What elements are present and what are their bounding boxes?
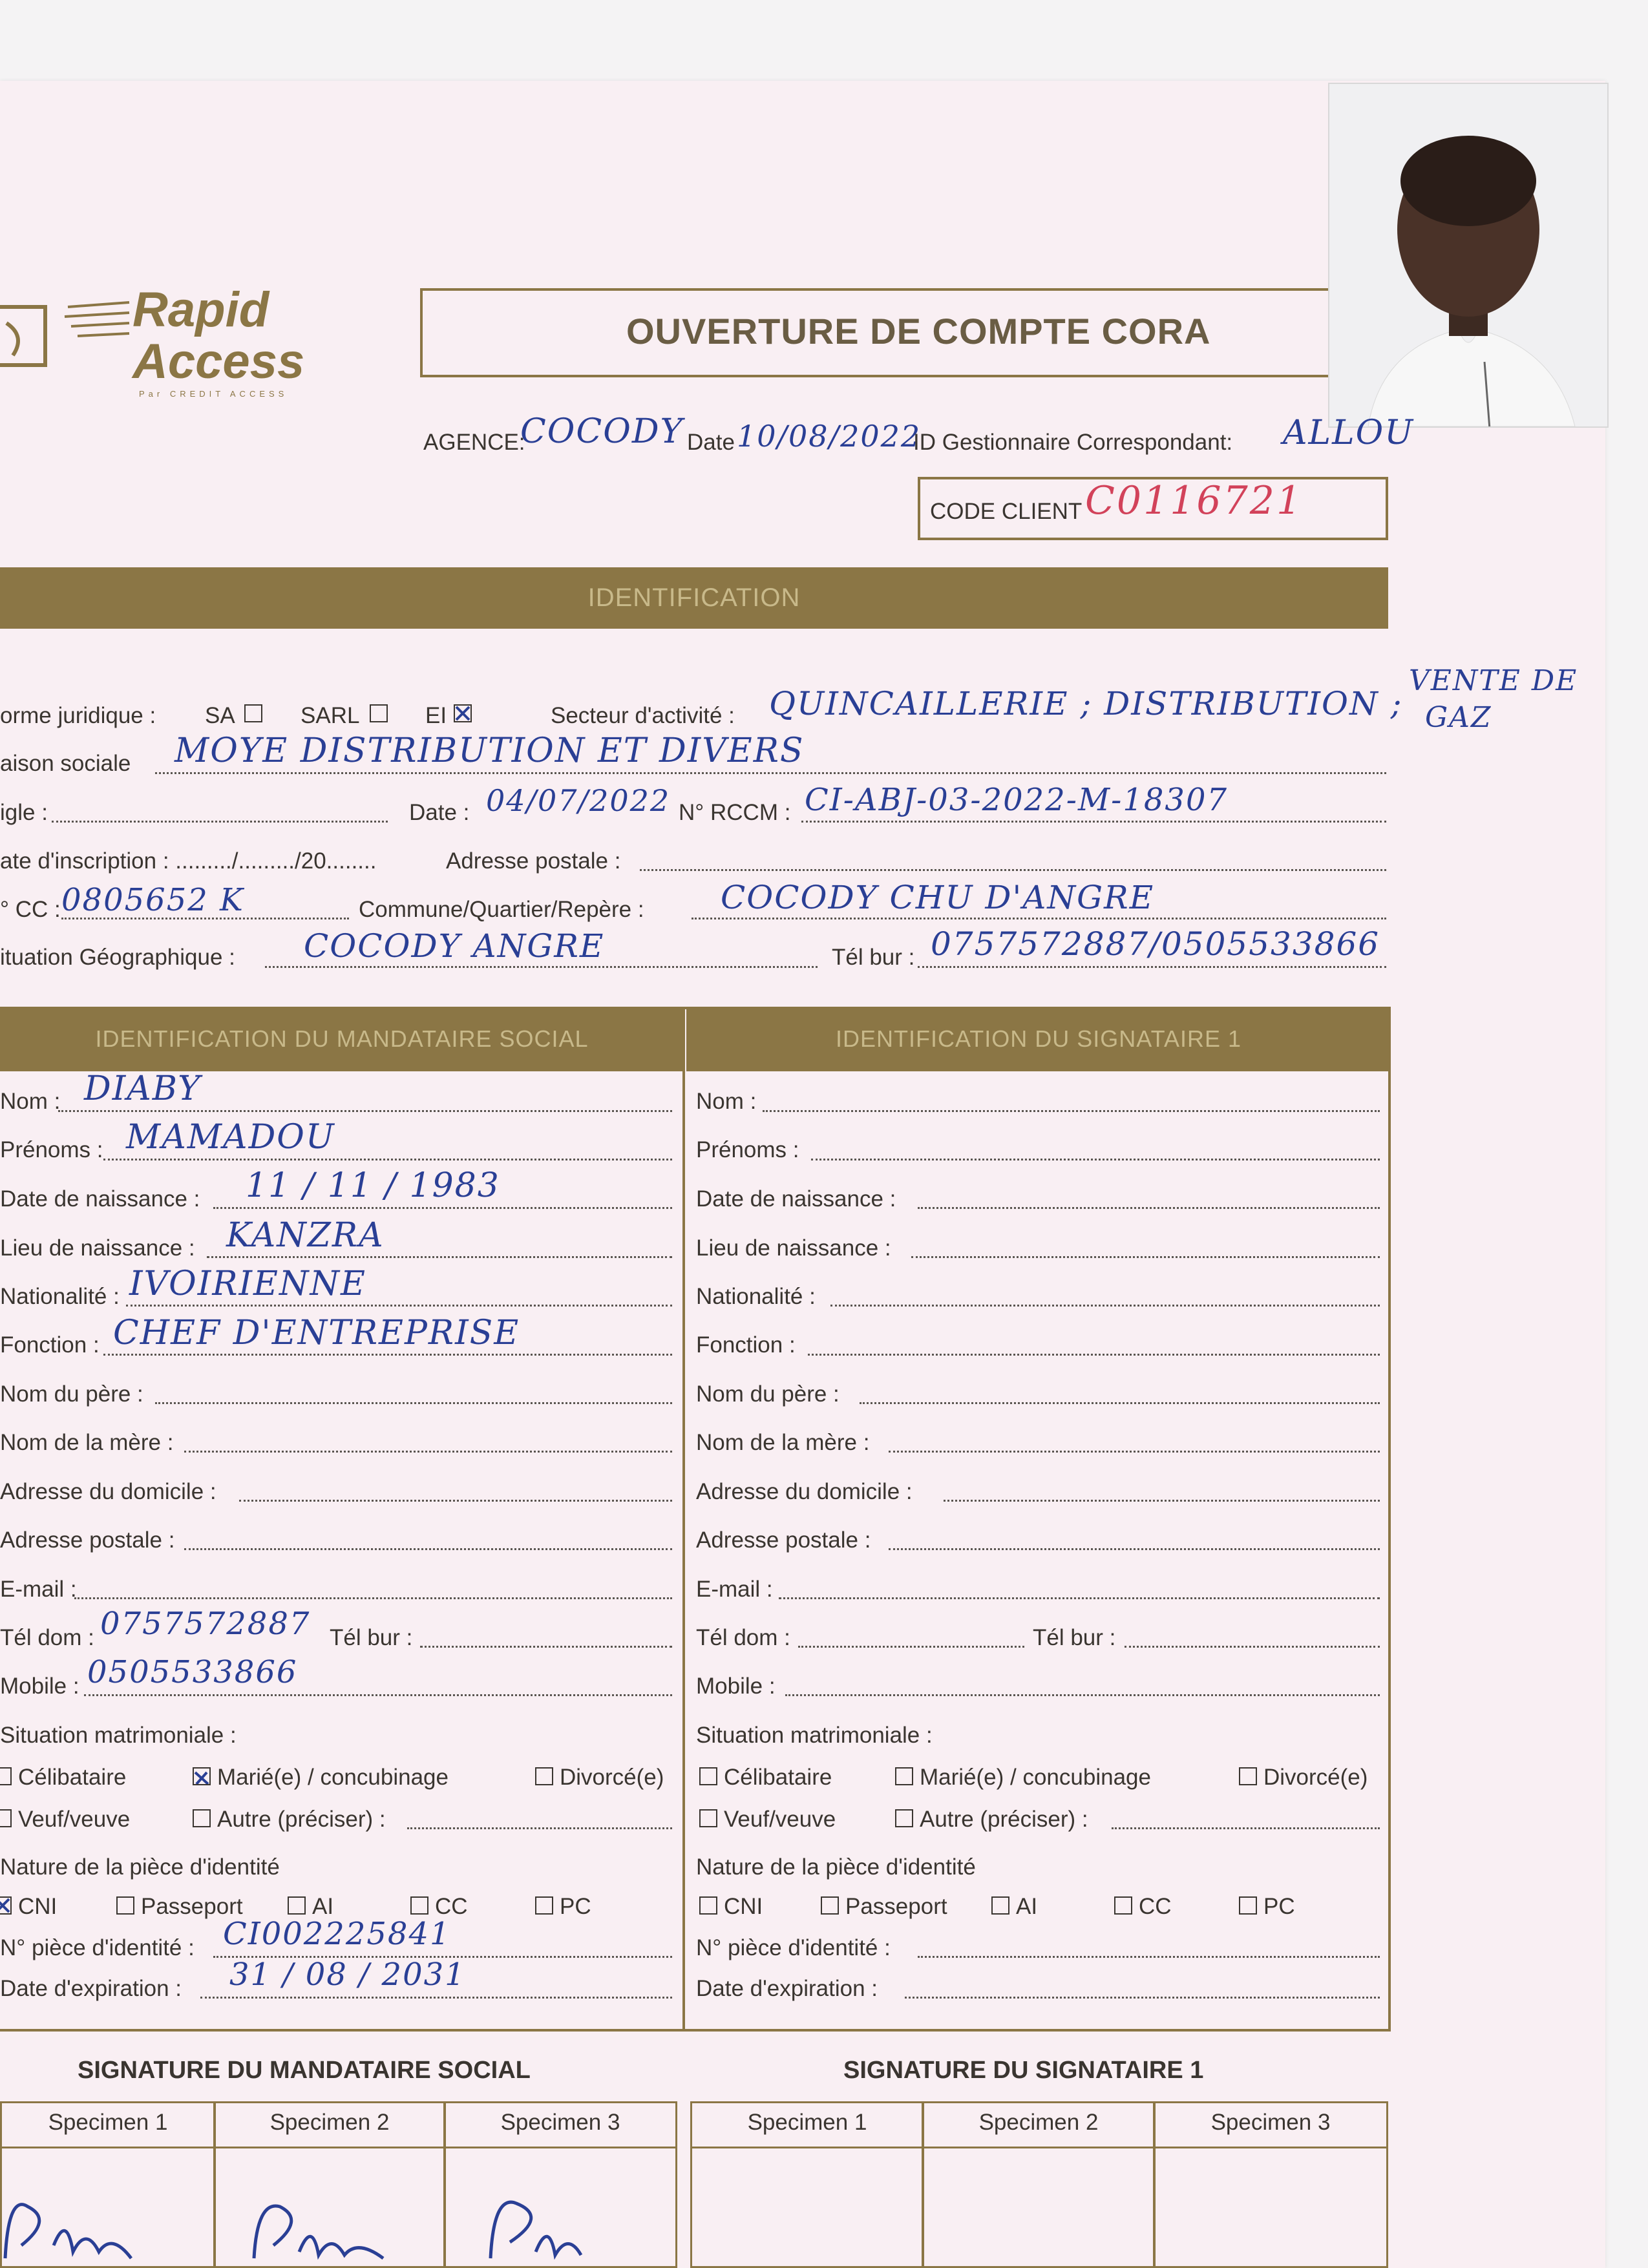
- s-marie-checkbox[interactable]: [895, 1767, 913, 1785]
- s-autre-checkbox[interactable]: [895, 1809, 913, 1827]
- s-lieu-label: Lieu de naissance :: [696, 1235, 891, 1261]
- form-title-box: [420, 288, 1328, 377]
- situation-geo-label: ituation Géographique :: [0, 945, 235, 970]
- id-photo: [1328, 83, 1609, 428]
- m-pc-checkbox[interactable]: [535, 1896, 553, 1915]
- table-divider: [682, 1007, 685, 2032]
- m-fonction-dots: [103, 1354, 672, 1356]
- m-postale-dots: [184, 1548, 672, 1550]
- s-postale-dots: [889, 1548, 1380, 1550]
- s-autre-label: Autre (préciser) :: [920, 1807, 1088, 1832]
- s-mere-label: Nom de la mère :: [696, 1430, 870, 1455]
- specimen-header-line-right: [690, 2147, 1388, 2148]
- secteur-label: Secteur d'activité :: [551, 703, 735, 728]
- signature-scribble-icon: [241, 2168, 435, 2265]
- situation-dots: [265, 966, 818, 968]
- s-nature-label: Nature de la pièce d'identité: [696, 1854, 976, 1880]
- code-client-label: CODE CLIENT: [930, 499, 1083, 524]
- m-lieu-label: Lieu de naissance :: [0, 1235, 195, 1261]
- s-tel-dom-label: Tél dom :: [696, 1625, 790, 1650]
- commune-label: Commune/Quartier/Repère :: [359, 897, 644, 922]
- tel-bur-label: Tél bur :: [832, 945, 915, 970]
- m-mobile-dots: [84, 1694, 672, 1696]
- commune-value: COCODY CHU D'ANGRE: [721, 879, 1155, 916]
- signature-scribble-icon: [478, 2168, 671, 2265]
- date-value: 10/08/2022: [737, 419, 922, 454]
- m-specimen-2[interactable]: [213, 2101, 446, 2268]
- m-passeport-checkbox[interactable]: [116, 1896, 134, 1915]
- rccm-dots: [801, 821, 1386, 823]
- s-divorce-checkbox[interactable]: [1239, 1767, 1257, 1785]
- code-client-value: C0116721: [1085, 478, 1304, 523]
- s-autre-dots: [1112, 1827, 1380, 1829]
- m-situation-label: Situation matrimoniale :: [0, 1723, 237, 1748]
- m-cni-checkbox[interactable]: [0, 1896, 12, 1915]
- m-passeport-label: Passeport: [141, 1894, 243, 1919]
- agence-value: COCODY: [520, 412, 684, 451]
- s-specimen-3[interactable]: [1153, 2101, 1388, 2268]
- s-nationalite-dots: [830, 1305, 1380, 1307]
- s-nationalite-label: Nationalité :: [696, 1284, 816, 1309]
- s-specimen-2[interactable]: [922, 2101, 1156, 2268]
- forme-sarl-label: SARL: [301, 703, 360, 728]
- s-cc-checkbox[interactable]: [1114, 1896, 1132, 1915]
- forme-juridique-label: orme juridique :: [0, 703, 156, 728]
- specimen-1-label: Specimen 1: [747, 2110, 867, 2135]
- m-pc-label: PC: [560, 1894, 591, 1919]
- m-marie-checkbox[interactable]: [193, 1767, 211, 1785]
- mandataire-band: IDENTIFICATION DU MANDATAIRE SOCIAL: [0, 1007, 684, 1071]
- m-mobile-value: 0505533866: [87, 1654, 298, 1690]
- m-pere-label: Nom du père :: [0, 1381, 143, 1407]
- m-specimen-1[interactable]: [0, 2101, 216, 2268]
- inscription-label: ate d'inscription : ........./........./20........: [0, 848, 377, 874]
- m-veuf-checkbox[interactable]: [0, 1809, 12, 1827]
- ei-checkbox[interactable]: [454, 704, 472, 722]
- m-ai-checkbox[interactable]: [288, 1896, 306, 1915]
- signature-scribble-icon: [2, 2168, 183, 2265]
- s-cc-label: CC: [1139, 1894, 1172, 1919]
- s-domicile-label: Adresse du domicile :: [696, 1479, 913, 1504]
- check-mark-icon: [194, 1769, 209, 1784]
- sarl-checkbox[interactable]: [370, 704, 388, 722]
- m-mere-label: Nom de la mère :: [0, 1430, 174, 1455]
- adresse-postale-dots: [640, 869, 1386, 871]
- m-lieu-value: KANZRA: [226, 1216, 385, 1255]
- cc-dots: [61, 918, 349, 919]
- raison-dots: [155, 772, 1386, 774]
- m-nature-label: Nature de la pièce d'identité: [0, 1854, 280, 1880]
- m-expiration-dots: [200, 1997, 672, 1999]
- m-celibataire-checkbox[interactable]: [0, 1767, 12, 1785]
- gestionnaire-value: ALLOU: [1283, 414, 1415, 452]
- m-email-dots: [74, 1597, 672, 1599]
- m-piece-value: CI002225841: [223, 1916, 451, 1952]
- s-pc-label: PC: [1263, 1894, 1295, 1919]
- s-prenoms-dots: [811, 1159, 1380, 1160]
- situation-geo-value: COCODY ANGRE: [304, 927, 605, 965]
- date-label: Date: [687, 430, 735, 455]
- m-prenoms-dots: [103, 1159, 672, 1160]
- check-mark-icon: [0, 1898, 10, 1913]
- s-pere-dots: [860, 1402, 1380, 1404]
- s-lieu-dots: [911, 1256, 1380, 1258]
- person-photo-icon: [1329, 84, 1607, 426]
- s-veuf-label: Veuf/veuve: [724, 1807, 836, 1832]
- signataire-signature-title: SIGNATURE DU SIGNATAIRE 1: [843, 2057, 1204, 2084]
- specimen-3-label: Specimen 3: [1210, 2110, 1331, 2135]
- s-ai-checkbox[interactable]: [991, 1896, 1009, 1915]
- m-nom-label: Nom :: [0, 1089, 61, 1114]
- forme-sa-label: SA: [205, 703, 235, 728]
- m-email-label: E-mail :: [0, 1577, 77, 1602]
- s-piece-dots: [918, 1956, 1380, 1958]
- m-specimen-3[interactable]: [443, 2101, 677, 2268]
- s-fonction-label: Fonction :: [696, 1332, 796, 1358]
- s-postale-label: Adresse postale :: [696, 1528, 871, 1553]
- specimen-2-label: Specimen 2: [269, 2110, 390, 2135]
- s-prenoms-label: Prénoms :: [696, 1137, 799, 1162]
- secteur-value: QUINCAILLERIE ; DISTRIBUTION ;: [769, 685, 1403, 722]
- m-nom-value: DIABY: [84, 1069, 202, 1108]
- m-ai-label: AI: [312, 1894, 334, 1919]
- specimen-2-label: Specimen 2: [978, 2110, 1099, 2135]
- s-ai-label: AI: [1016, 1894, 1038, 1919]
- s-piece-label: N° pièce d'identité :: [696, 1935, 891, 1960]
- raison-sociale-value: MOYE DISTRIBUTION ET DIVERS: [174, 731, 805, 770]
- m-marie-label: Marié(e) / concubinage: [217, 1765, 449, 1790]
- sigle-label: igle :: [0, 800, 48, 825]
- s-pere-label: Nom du père :: [696, 1381, 840, 1407]
- m-domicile-dots: [239, 1500, 672, 1502]
- m-cc-checkbox[interactable]: [410, 1896, 428, 1915]
- s-tel-bur-label: Tél bur :: [1033, 1625, 1116, 1650]
- cc-label: ° CC :: [0, 897, 61, 922]
- check-mark-icon: [455, 706, 470, 721]
- tel-bur-dots: [918, 966, 1386, 968]
- specimen-header-line-left: [0, 2147, 677, 2148]
- m-tel-bur-label: Tél bur :: [330, 1625, 413, 1650]
- s-veuf-checkbox[interactable]: [699, 1809, 717, 1827]
- m-postale-label: Adresse postale :: [0, 1528, 175, 1553]
- specimen-3-label: Specimen 3: [500, 2110, 620, 2135]
- m-divorce-checkbox[interactable]: [535, 1767, 553, 1785]
- m-fonction-value: CHEF D'ENTREPRISE: [113, 1314, 520, 1352]
- s-pc-checkbox[interactable]: [1239, 1896, 1257, 1915]
- s-email-label: E-mail :: [696, 1577, 773, 1602]
- s-specimen-1[interactable]: [690, 2101, 924, 2268]
- secteur-value-3: GAZ: [1425, 701, 1492, 734]
- m-lieu-dots: [207, 1256, 672, 1258]
- m-nationalite-label: Nationalité :: [0, 1284, 120, 1309]
- s-email-dots: [779, 1597, 1380, 1599]
- code-client-box: [918, 477, 1388, 540]
- s-mobile-label: Mobile :: [696, 1674, 776, 1699]
- specimen-1-label: Specimen 1: [48, 2110, 168, 2135]
- m-naissance-value: 11 / 11 / 1983: [246, 1166, 500, 1205]
- s-situation-label: Situation matrimoniale :: [696, 1723, 933, 1748]
- s-naissance-dots: [918, 1207, 1380, 1209]
- cc-value: 0805652 K: [61, 882, 244, 918]
- m-veuf-label: Veuf/veuve: [18, 1807, 131, 1832]
- m-nom-dots: [58, 1110, 672, 1112]
- m-fonction-label: Fonction :: [0, 1332, 100, 1358]
- m-divorce-label: Divorcé(e): [560, 1765, 664, 1790]
- form-title: OUVERTURE DE COMPTE CORA: [626, 311, 1211, 352]
- rccm-label: N° RCCM :: [679, 800, 791, 825]
- rccm-value: CI-ABJ-03-2022-M-18307: [805, 782, 1229, 818]
- m-expiration-label: Date d'expiration :: [0, 1976, 182, 2001]
- s-cni-label: CNI: [724, 1894, 763, 1919]
- m-domicile-label: Adresse du domicile :: [0, 1479, 217, 1504]
- s-celibataire-label: Célibataire: [724, 1765, 832, 1790]
- m-pere-dots: [155, 1402, 672, 1404]
- identification-band: IDENTIFICATION: [0, 567, 1388, 629]
- m-piece-label: N° pièce d'identité :: [0, 1935, 195, 1960]
- logo-text: Rapid Access: [132, 282, 305, 389]
- adresse-postale-label: Adresse postale :: [446, 848, 621, 874]
- secteur-value-2: VENTE DE: [1409, 664, 1578, 697]
- m-mere-dots: [184, 1451, 672, 1453]
- tel-bur-value: 0757572887/0505533866: [931, 925, 1380, 963]
- gestionnaire-label: ID Gestionnaire Correspondant:: [913, 430, 1233, 455]
- date-creation-value: 04/07/2022: [486, 783, 671, 818]
- sa-checkbox[interactable]: [244, 704, 262, 722]
- raison-sociale-label: aison sociale: [0, 751, 131, 776]
- m-mobile-label: Mobile :: [0, 1674, 79, 1699]
- m-expiration-value: 31 / 08 / 2031: [229, 1957, 466, 1993]
- s-domicile-dots: [944, 1500, 1380, 1502]
- s-naissance-label: Date de naissance :: [696, 1186, 896, 1212]
- m-tel-dom-label: Tél dom :: [0, 1625, 94, 1650]
- s-mobile-dots: [785, 1694, 1380, 1696]
- s-divorce-label: Divorcé(e): [1263, 1765, 1368, 1790]
- m-autre-dots: [407, 1827, 672, 1829]
- agence-label: AGENCE:: [423, 430, 525, 455]
- m-cni-label: CNI: [18, 1894, 58, 1919]
- m-tel-bur-dots: [420, 1646, 672, 1648]
- s-nom-label: Nom :: [696, 1089, 757, 1114]
- signataire-band: IDENTIFICATION DU SIGNATAIRE 1: [686, 1007, 1391, 1071]
- m-nationalite-value: IVOIRIENNE: [129, 1265, 366, 1303]
- m-nationalite-dots: [126, 1305, 672, 1307]
- mandataire-signature-title: SIGNATURE DU MANDATAIRE SOCIAL: [78, 2057, 531, 2084]
- s-expiration-label: Date d'expiration :: [696, 1976, 878, 2001]
- m-prenoms-value: MAMADOU: [126, 1118, 335, 1157]
- s-passeport-checkbox[interactable]: [821, 1896, 839, 1915]
- s-celibataire-checkbox[interactable]: [699, 1767, 717, 1785]
- m-autre-checkbox[interactable]: [193, 1809, 211, 1827]
- speed-lines-icon: [61, 297, 132, 349]
- m-cc-label: CC: [435, 1894, 468, 1919]
- logo: [0, 284, 349, 407]
- s-nom-dots: [763, 1110, 1380, 1112]
- forme-ei-label: EI: [425, 703, 447, 728]
- s-passeport-label: Passeport: [845, 1894, 947, 1919]
- s-mere-dots: [889, 1451, 1380, 1453]
- m-naissance-label: Date de naissance :: [0, 1186, 200, 1212]
- m-autre-label: Autre (préciser) :: [217, 1807, 386, 1832]
- m-celibataire-label: Célibataire: [18, 1765, 127, 1790]
- s-cni-checkbox[interactable]: [699, 1896, 717, 1915]
- s-marie-label: Marié(e) / concubinage: [920, 1765, 1151, 1790]
- m-naissance-dots: [213, 1207, 672, 1209]
- m-prenoms-label: Prénoms :: [0, 1137, 103, 1162]
- sigle-dots: [52, 821, 388, 823]
- s-tel-bur-dots: [1125, 1646, 1380, 1648]
- s-expiration-dots: [905, 1997, 1380, 1999]
- logo-tagline: Par CREDIT ACCESS: [139, 389, 288, 399]
- s-fonction-dots: [808, 1354, 1380, 1356]
- commune-dots: [692, 918, 1386, 919]
- m-tel-dom-value: 0757572887: [100, 1606, 311, 1642]
- logo-mark-icon: [0, 304, 52, 375]
- date-creation-label: Date :: [409, 800, 470, 825]
- s-tel-dom-dots: [798, 1646, 1024, 1648]
